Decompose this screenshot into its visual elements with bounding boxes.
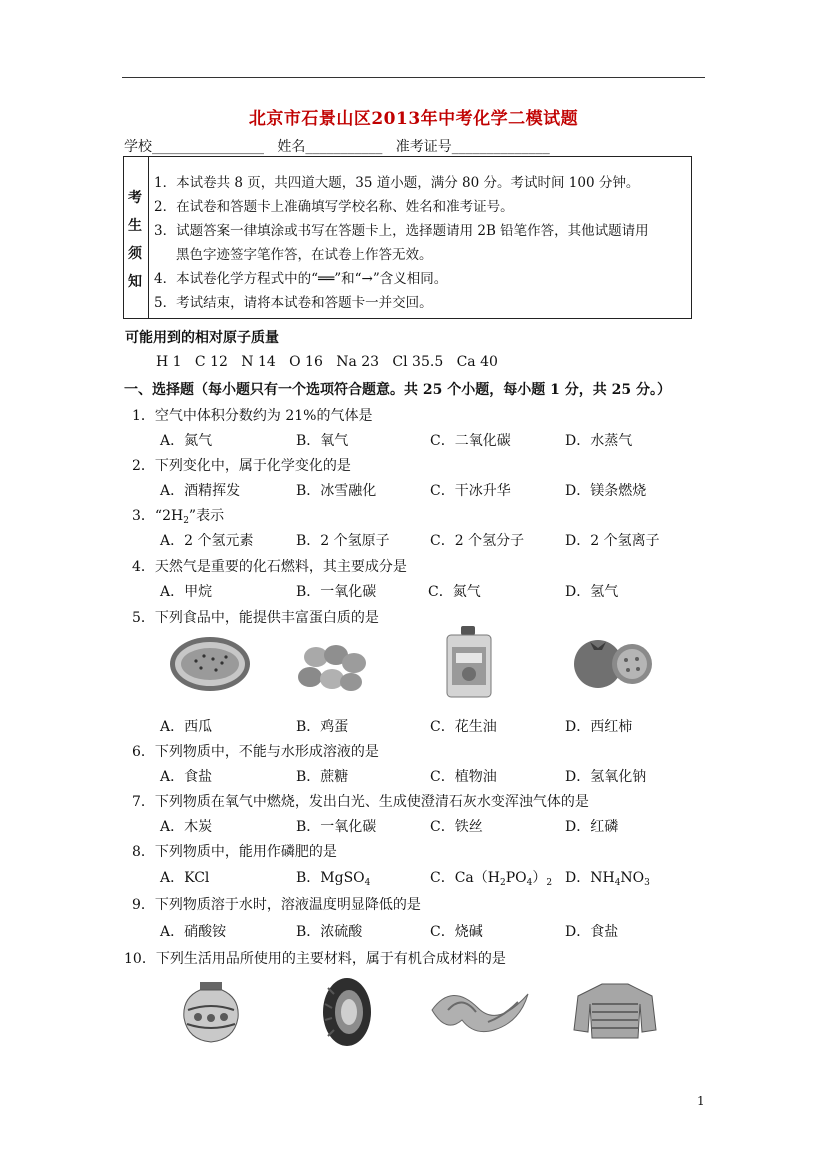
section-title: 一、选择题（每小题只有一个选项符合题意。共 25 个小题，每小题 1 分，共 25 分。） [124,382,671,398]
subscript: 4 [526,878,533,888]
notice-side-label [124,157,149,318]
eggs-image [296,641,372,693]
option-a: A．KCl [160,870,210,886]
question-stem: 7．下列物质在氧气中燃烧，发出白光、生成使澄清石灰水变浑浊气体的是 [132,794,589,810]
notice-item: 5．考试结束，请将本试卷和答题卡一并交回。 [154,295,433,311]
option-b: B．氧气 [296,433,349,449]
exam-title: 北京市石景山区2013年中考化学二模试题 [248,109,579,129]
notice-item: 黑色字迹签字笔作答，在试卷上作答无效。 [176,247,433,263]
notice-side-char: 知 [128,274,142,290]
question-stem: 6．下列物质中，不能与水形成溶液的是 [132,744,379,760]
top-rule [122,77,705,78]
notice-box [123,156,692,319]
option-c: C．植物油 [430,769,497,785]
silk-scarf-image [428,980,532,1042]
option-d: D．氢气 [565,584,619,600]
notice-item: 4．本试卷化学方程式中的“══”和“→”含义相同。 [154,271,448,287]
subscript: 2 [183,516,189,526]
notice-item: 1．本试卷共 8 页，共四道大题，35 道小题，满分 80 分。考试时间 100 分钟。 [154,175,640,191]
option-b: B．2 个氢原子 [296,533,390,549]
option-c: C．氮气 [428,584,481,600]
page-number: 1 [697,1094,705,1108]
notice-item: 2．在试卷和答题卡上准确填写学校名称、姓名和准考证号。 [154,199,514,215]
option-d: D．西红柿 [565,719,633,735]
option-b: B．浓硫酸 [296,924,363,940]
formula-text: NO [620,870,645,886]
question-stem-part: ”表示 [188,508,225,524]
notice-item: 3．试题答案一律填涂或书写在答题卡上，选择题请用 2B 铅笔作答，其他试题请用 [154,223,649,239]
question-stem: 1．空气中体积分数约为 21%的气体是 [132,408,373,424]
option-b: B．一氧化碳 [296,584,377,600]
formula-text: B．MgSO [296,870,365,886]
option-c: C．铁丝 [430,819,483,835]
option-b: B．蔗糖 [296,769,349,785]
option-c: C．花生油 [430,719,497,735]
peanut-oil-bottle-image [444,625,494,699]
option-b [296,867,370,888]
option-d: D．氢氧化钠 [565,769,647,785]
formula-text: ） [532,870,547,886]
option-a: A．食盐 [160,769,213,785]
subscript: 2 [499,878,506,888]
notice-side-char: 生 [128,218,142,234]
option-d: D．红磷 [565,819,619,835]
option-d: D．镁条燃烧 [565,483,647,499]
option-c [430,867,552,888]
subscript: 4 [614,878,621,888]
question-stem-part: 3．“2H [132,508,184,524]
option-a: A．酒精挥发 [160,483,241,499]
option-a: A．木炭 [160,819,213,835]
question-stem: 10．下列生活用品所使用的主要材料，属于有机合成材料的是 [124,951,506,967]
option-a: A．氮气 [160,433,213,449]
question-stem: 8．下列物质中，能用作磷肥的是 [132,844,337,860]
option-d [565,867,650,888]
watermelon-image [168,634,252,694]
formula-text: C．Ca（H [430,870,500,886]
option-d: D．水蒸气 [565,433,633,449]
tire-image [320,976,374,1048]
question-stem [132,505,224,526]
sweater-image [572,980,658,1040]
option-a: A．甲烷 [160,584,213,600]
option-b: B．冰雪融化 [296,483,377,499]
option-c: C．二氧化碳 [430,433,511,449]
option-d: D．2 个氢离子 [565,533,660,549]
option-b: B．一氧化碳 [296,819,377,835]
notice-side-char: 考 [128,190,142,206]
option-c: C．2 个氢分子 [430,533,525,549]
option-c: C．干冰升华 [430,483,511,499]
porcelain-jar-image [178,980,244,1046]
atomic-mass-list: H 1 C 12 N 14 O 16 Na 23 Cl 35.5 Ca 40 [156,354,498,370]
option-a: A．硝酸铵 [160,924,227,940]
question-stem: 2．下列变化中，属于化学变化的是 [132,458,351,474]
option-b: B．鸡蛋 [296,719,349,735]
atomic-mass-title: 可能用到的相对原子质量 [125,330,279,346]
option-a: A．西瓜 [160,719,213,735]
formula-text: PO [505,870,527,886]
question-stem: 9．下列物质溶于水时，溶液温度明显降低的是 [132,897,421,913]
subscript: 2 [546,878,553,888]
option-d: D．食盐 [565,924,619,940]
option-c: C．烧碱 [430,924,483,940]
subscript: 3 [644,878,650,888]
tomato-image [570,632,656,690]
option-a: A．2 个氢元素 [160,533,254,549]
formula-text: D．NH [565,870,615,886]
notice-side-char: 须 [128,246,142,262]
student-info-line: 学校________________ 姓名___________ 准考证号______________ [124,139,550,155]
question-stem: 5．下列食品中，能提供丰富蛋白质的是 [132,610,379,626]
question-stem: 4．天然气是重要的化石燃料，其主要成分是 [132,559,407,575]
subscript: 4 [364,878,371,888]
